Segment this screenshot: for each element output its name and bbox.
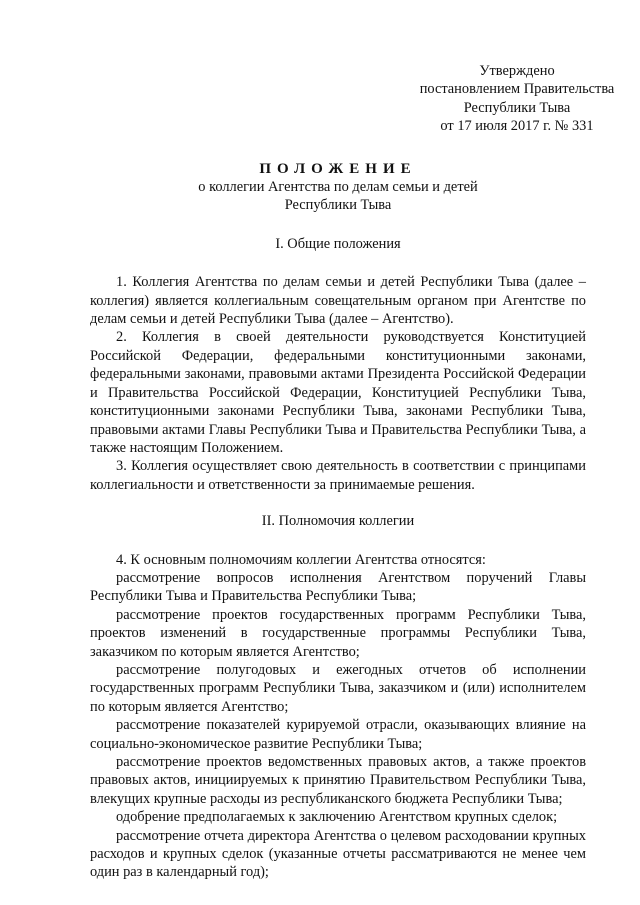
approval-line: постановлением Правительства xyxy=(419,81,615,98)
document-subtitle xyxy=(90,178,586,215)
approval-line: от 17 июля 2017 г. № 331 xyxy=(440,118,594,135)
approval-line: Утверждено xyxy=(479,63,555,79)
document-title: ПОЛОЖЕНИЕ xyxy=(259,160,417,177)
paragraph: рассмотрение показателей курируемой отрасли, оказывающих влияние на социально-экономическое развитие Республики Тыва; xyxy=(90,717,586,752)
paragraph: рассмотрение проектов ведомственных правовых актов, а также проектов правовых актов, инициируемых к принятию Правительством Республики Тыва, влекущих крупные расходы из республиканского бюджета Республики Тыва; xyxy=(90,754,586,807)
paragraph: 2. Коллегия в своей деятельности руководствуется Конституцией Российской Федерации, федеральными конституционными законами, федеральными законами, правовыми актами Президента Российской Федерации и Правительства Российской Федерации, Конституцией Республики Тыва, конституционными законами Республики Тыва, законами Республики Тыва, правовыми актами Главы Республики Тыва и Правительства Республики Тыва, а также настоящим Положением. xyxy=(90,329,586,456)
section-heading: I. Общие положения xyxy=(275,235,401,252)
paragraph: рассмотрение отчета директора Агентства о целевом расходовании крупных расходов и крупных сделок (указанные отчеты рассматриваются не менее чем один раз в календарный год); xyxy=(90,827,586,881)
paragraph: 4. К основным полномочиям коллегии Агентства относятся: xyxy=(116,551,486,568)
section-spacer xyxy=(90,494,586,512)
subtitle-line: о коллегии Агентства по делам семьи и детей xyxy=(198,179,478,196)
paragraph: 1. Коллегия Агентства по делам семьи и детей Республики Тыва (далее – коллегия) является коллегиальным совещательным органом при Агентстве по делам семьи и детей Республики Тыва (далее – Агентство). xyxy=(90,274,586,328)
paragraph: рассмотрение вопросов исполнения Агентством поручений Главы Республики Тыва и Правительства Республики Тыва; xyxy=(90,569,586,605)
approval-stamp xyxy=(398,62,636,136)
paragraph: рассмотрение полугодовых и ежегодных отчетов об исполнении государственных программ Республики Тыва, заказчиком и (или) исполнителем по которым является Агентство; xyxy=(90,661,586,715)
approval-line: Республики Тыва xyxy=(463,99,571,116)
paragraph: рассмотрение проектов государственных программ Республики Тыва, проектов изменений в государственные программы Республики Тыва, заказчиком по которым является Агентство; xyxy=(90,606,586,660)
paragraph: одобрение предполагаемых к заключению Агентством крупных сделок; xyxy=(116,809,558,826)
section-heading: II. Полномочия коллегии xyxy=(261,513,415,530)
paragraph: 3. Коллегия осуществляет свою деятельность в соответствии с принципами коллегиальности и ответственности за принимаемые решения. xyxy=(90,458,586,493)
subtitle-line: Республики Тыва xyxy=(284,197,392,214)
